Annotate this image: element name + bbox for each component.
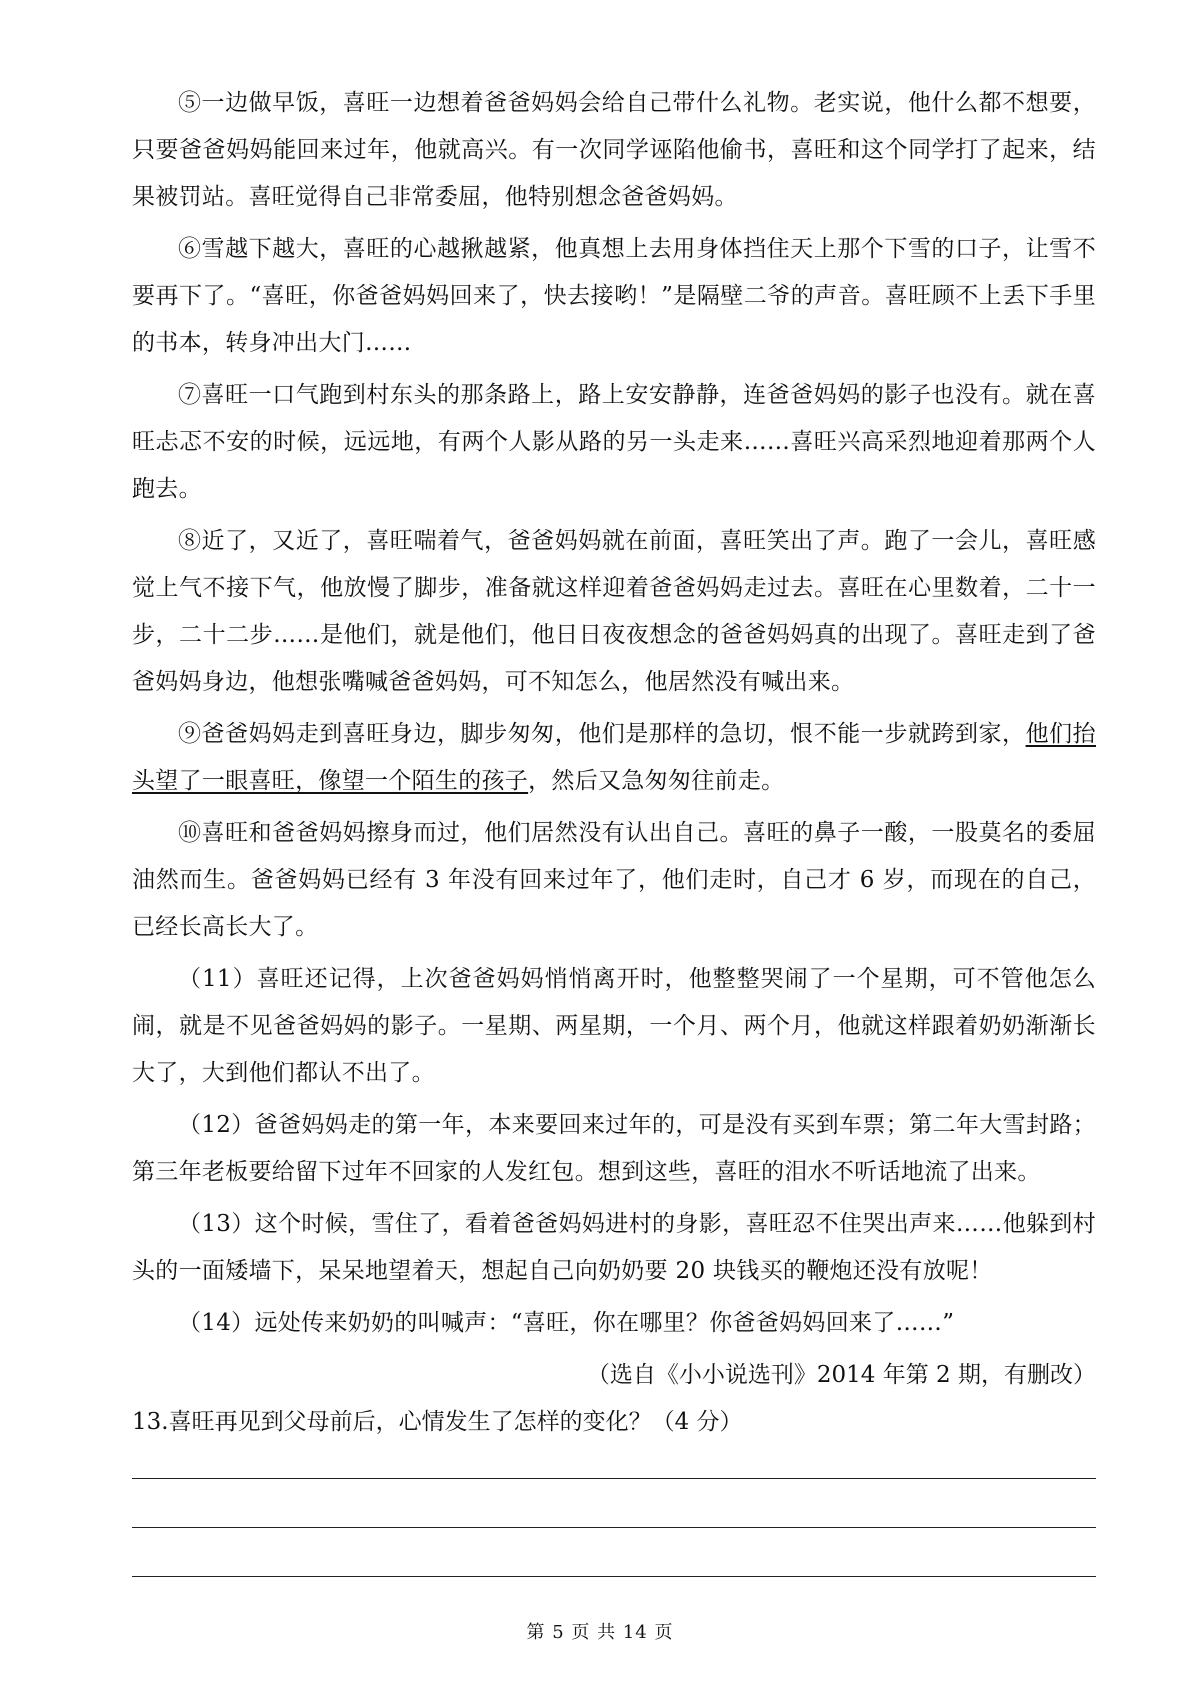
paragraph-12: （12）爸爸妈妈走的第一年，本来要回来过年的，可是没有买到车票；第二年大雪封路；第三年老板要给留下过年不回家的人发红包。想到这些，喜旺的泪水不听话地流了出来。 — [132, 1112, 1096, 1185]
answer-line[interactable] — [132, 1527, 1096, 1528]
reading-passage — [132, 80, 1096, 1446]
paragraph-9 — [132, 711, 1096, 805]
question-13: 13.喜旺再见到父母前后，心情发生了怎样的变化？（4 分） — [132, 1409, 743, 1435]
paragraph-9-after: ，然后又急匆匆往前走。 — [528, 768, 785, 794]
answer-line[interactable] — [132, 1478, 1096, 1479]
source-citation: （选自《小小说选刊》2014 年第 2 期，有删改） — [586, 1362, 1096, 1388]
paragraph-13: （13）这个时候，雪住了，看着爸爸妈妈进村的身影，喜旺忍不住哭出声来……他躲到村头的一面矮墙下，呆呆地望着天，想起自己向奶奶要 20 块钱买的鞭炮还没有放呢！ — [132, 1211, 1096, 1284]
paragraph-8: ⑧近了，又近了，喜旺喘着气，爸爸妈妈就在前面，喜旺笑出了声。跑了一会儿，喜旺感觉上气不接下气，他放慢了脚步，准备就这样迎着爸爸妈妈走过去。喜旺在心里数着，二十一步，二十二步……是他们，就是他们，他日日夜夜想念的爸爸妈妈真的出现了。喜旺走到了爸爸妈妈身边，他想张嘴喊爸爸妈妈，可不知怎么，他居然没有喊出来。 — [132, 528, 1096, 695]
paragraph-11: （11）喜旺还记得，上次爸爸妈妈悄悄离开时，他整整哭闹了一个星期，可不管他怎么闹，就是不见爸爸妈妈的影子。一星期、两星期，一个月、两个月，他就这样跟着奶奶渐渐长大了，大到他们都认不出了。 — [132, 966, 1096, 1086]
paragraph-5: ⑤一边做早饭，喜旺一边想着爸爸妈妈会给自己带什么礼物。老实说，他什么都不想要，只要爸爸妈妈能回来过年，他就高兴。有一次同学诬陷他偷书，喜旺和这个同学打了起来，结果被罚站。喜旺觉得自己非常委屈，他特别想念爸爸妈妈。 — [132, 90, 1096, 210]
paragraph-14: （14）远处传来奶奶的叫喊声：“喜旺，你在哪里？你爸爸妈妈回来了……” — [178, 1310, 955, 1336]
answer-line[interactable] — [132, 1576, 1096, 1577]
page-number-footer: 第 5 页 共 14 页 — [526, 1622, 674, 1643]
paragraph-10: ⑩喜旺和爸爸妈妈擦身而过，他们居然没有认出自己。喜旺的鼻子一酸，一股莫名的委屈油然而生。爸爸妈妈已经有 3 年没有回来过年了，他们走时，自己才 6 岁，而现在的自己，已经长高长大了。 — [132, 820, 1096, 940]
paragraph-6: ⑥雪越下越大，喜旺的心越揪越紧，他真想上去用身体挡住天上那个下雪的口子，让雪不要再下了。“喜旺，你爸爸妈妈回来了，快去接哟！”是隔壁二爷的声音。喜旺顾不上丢下手里的书本，转身冲出大门…… — [132, 236, 1096, 356]
paragraph-7: ⑦喜旺一口气跑到村东头的那条路上，路上安安静静，连爸爸妈妈的影子也没有。就在喜旺忐忑不安的时候，远远地，有两个人影从路的另一头走来……喜旺兴高采烈地迎着那两个人跑去。 — [132, 382, 1096, 502]
paragraph-9-before: ⑨爸爸妈妈走到喜旺身边，脚步匆匆，他们是那样的急切，恨不能一步就跨到家， — [178, 721, 1026, 747]
underlined-sentence: 他们抬头望了一眼喜旺，像望一个陌生的孩子 — [132, 721, 1096, 794]
